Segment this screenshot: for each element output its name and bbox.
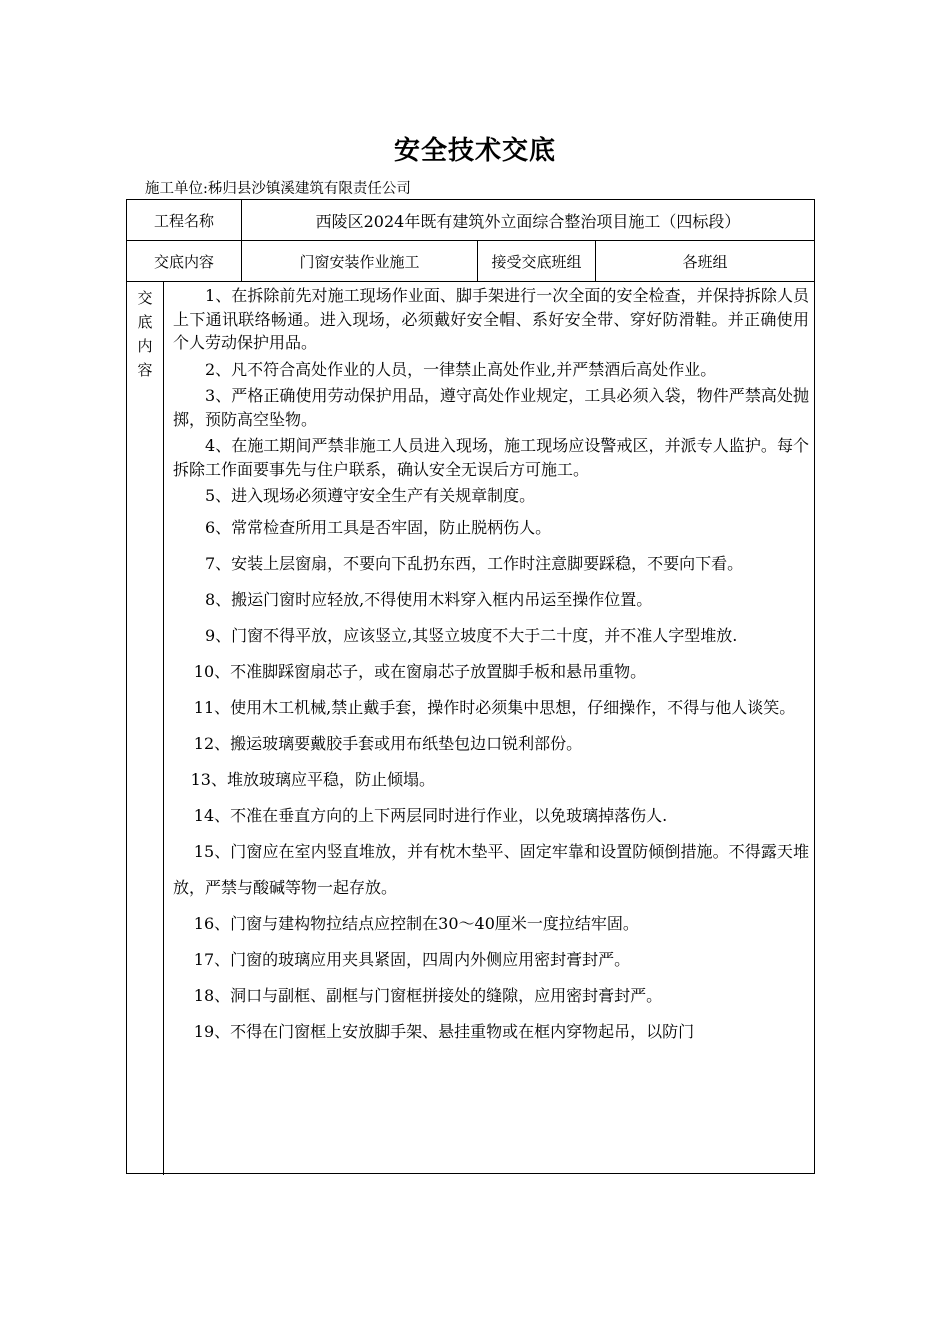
paragraph: 13、堆放玻璃应平稳，防止倾塌。 [190, 769, 435, 789]
paragraph: 15、门窗应在室内竖直堆放，并有枕木垫平、固定牢靠和设置防倾倒措施。不得露天堆放，严禁与酸碱等物一起存放。 [173, 841, 809, 897]
paragraph: 5、进入现场必须遵守安全生产有关规章制度。 [205, 486, 536, 505]
side-label-char: 内 [137, 337, 153, 355]
paragraph: 7、安装上层窗扇，不要向下乱扔东西，工作时注意脚要踩稳，不要向下看。 [205, 553, 744, 573]
paragraph: 19、不得在门窗框上安放脚手架、悬挂重物或在框内穿物起吊，以防门 [193, 1021, 695, 1041]
construction-unit: 施工单位:秭归县沙镇溪建筑有限责任公司 [145, 181, 411, 197]
paragraph: 6、常常检查所用工具是否牢固，防止脱柄伤人。 [205, 517, 552, 537]
disclosure-table [126, 199, 815, 1174]
side-label-char: 交 [137, 289, 153, 307]
paragraph: 8、搬运门窗时应轻放,不得使用木料穿入框内吊运至操作位置。 [205, 589, 653, 609]
paragraph: 3、严格正确使用劳动保护用品，遵守高处作业规定，工具必须入袋，物件严禁高处抛掷，预防高空坠物。 [173, 386, 809, 429]
disclosure-body [173, 282, 809, 1050]
paragraph: 4、在施工期间严禁非施工人员进入现场，施工现场应设警戒区，并派专人监护。每个拆除工作面要事先与住户联系，确认安全无误后方可施工。 [173, 436, 809, 479]
paragraph: 9、门窗不得平放，应该竖立,其竖立坡度不大于二十度，并不准人字型堆放. [205, 625, 738, 645]
project-name-label: 工程名称 [153, 211, 214, 230]
disclosure-content-value: 门窗安装作业施工 [299, 252, 420, 271]
paragraph: 2、凡不符合高处作业的人员，一律禁止高处作业,并严禁酒后高处作业。 [205, 359, 717, 379]
document-title: 安全技术交底 [393, 136, 556, 166]
receiving-team-label: 接受交底班组 [491, 252, 582, 271]
paragraph: 12、搬运玻璃要戴胶手套或用布纸垫包边口锐利部份。 [193, 733, 583, 753]
side-label-char: 容 [137, 361, 153, 379]
column-divider [163, 281, 164, 1175]
disclosure-content-label: 交底内容 [153, 252, 214, 271]
paragraph: 18、洞口与副框、副框与门窗框拼接处的缝隙，应用密封膏封严。 [193, 985, 663, 1005]
paragraph: 17、门窗的玻璃应用夹具紧固，四周内外侧应用密封膏封严。 [193, 949, 631, 969]
paragraph: 14、不准在垂直方向的上下两层同时进行作业，以免玻璃掉落伤人. [193, 805, 668, 825]
paragraph: 10、不准脚踩窗扇芯子，或在窗扇芯子放置脚手板和悬吊重物。 [193, 661, 647, 681]
paragraph: 1、在拆除前先对施工现场作业面、脚手架进行一次全面的安全检查，并保持拆除人员上下通讯联络畅通。进入现场，必须戴好安全帽、系好安全带、穿好防滑鞋。并正确使用个人劳动保护用品。 [173, 286, 809, 352]
paragraph: 16、门窗与建构物拉结点应控制在30～40厘米一度拉结牢固。 [193, 913, 639, 933]
receiving-team-value: 各班组 [682, 252, 728, 271]
paragraph: 11、使用木工机械,禁止戴手套，操作时必须集中思想，仔细操作，不得与他人谈笑。 [193, 697, 796, 717]
content-side-label [127, 282, 163, 382]
project-name-value: 西陵区2024年既有建筑外立面综合整治项目施工（四标段） [315, 211, 741, 231]
side-label-char: 底 [137, 313, 153, 331]
